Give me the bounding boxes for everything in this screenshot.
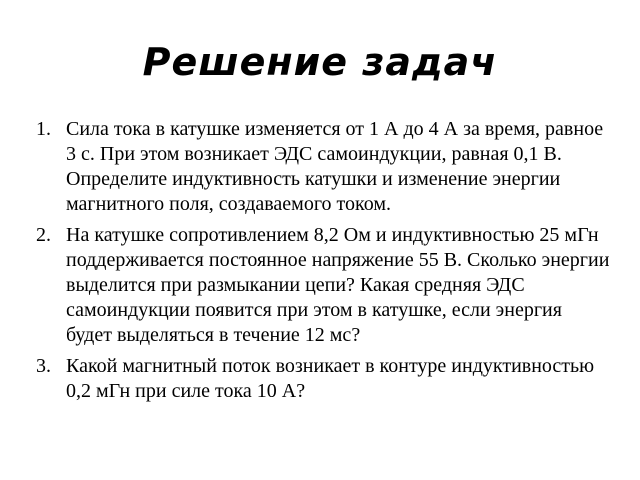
- problem-text: На катушке сопротивлением 8,2 Ом и индуктивностью 25 мГн поддерживается постоянное напряжение 55 В. Сколько энергии выделится при размыкании цепи? Какая средняя ЭДС самоиндукции появится при этом в катушке, если энергия будет выделяться в течение 12 мс?: [66, 224, 610, 346]
- slide-title: Решение задач: [142, 40, 498, 84]
- problem-item: [0, 117, 640, 217]
- problem-number: 2.: [36, 224, 51, 246]
- problem-text: Какой магнитный поток возникает в контуре индуктивностью 0,2 мГн при силе тока 10 А?: [66, 355, 595, 402]
- problem-item: [0, 223, 640, 348]
- problem-number: 3.: [36, 355, 51, 377]
- problem-list: [0, 117, 640, 410]
- problem-item: [0, 354, 640, 404]
- problem-number: 1.: [36, 118, 51, 140]
- problem-text: Сила тока в катушке изменяется от 1 А до 4 А за время, равное 3 с. При этом возникает ЭДС самоиндукции, равная 0,1 В. Определите индуктивность катушки и изменение энергии магнитного поля, создаваемого током.: [66, 118, 604, 215]
